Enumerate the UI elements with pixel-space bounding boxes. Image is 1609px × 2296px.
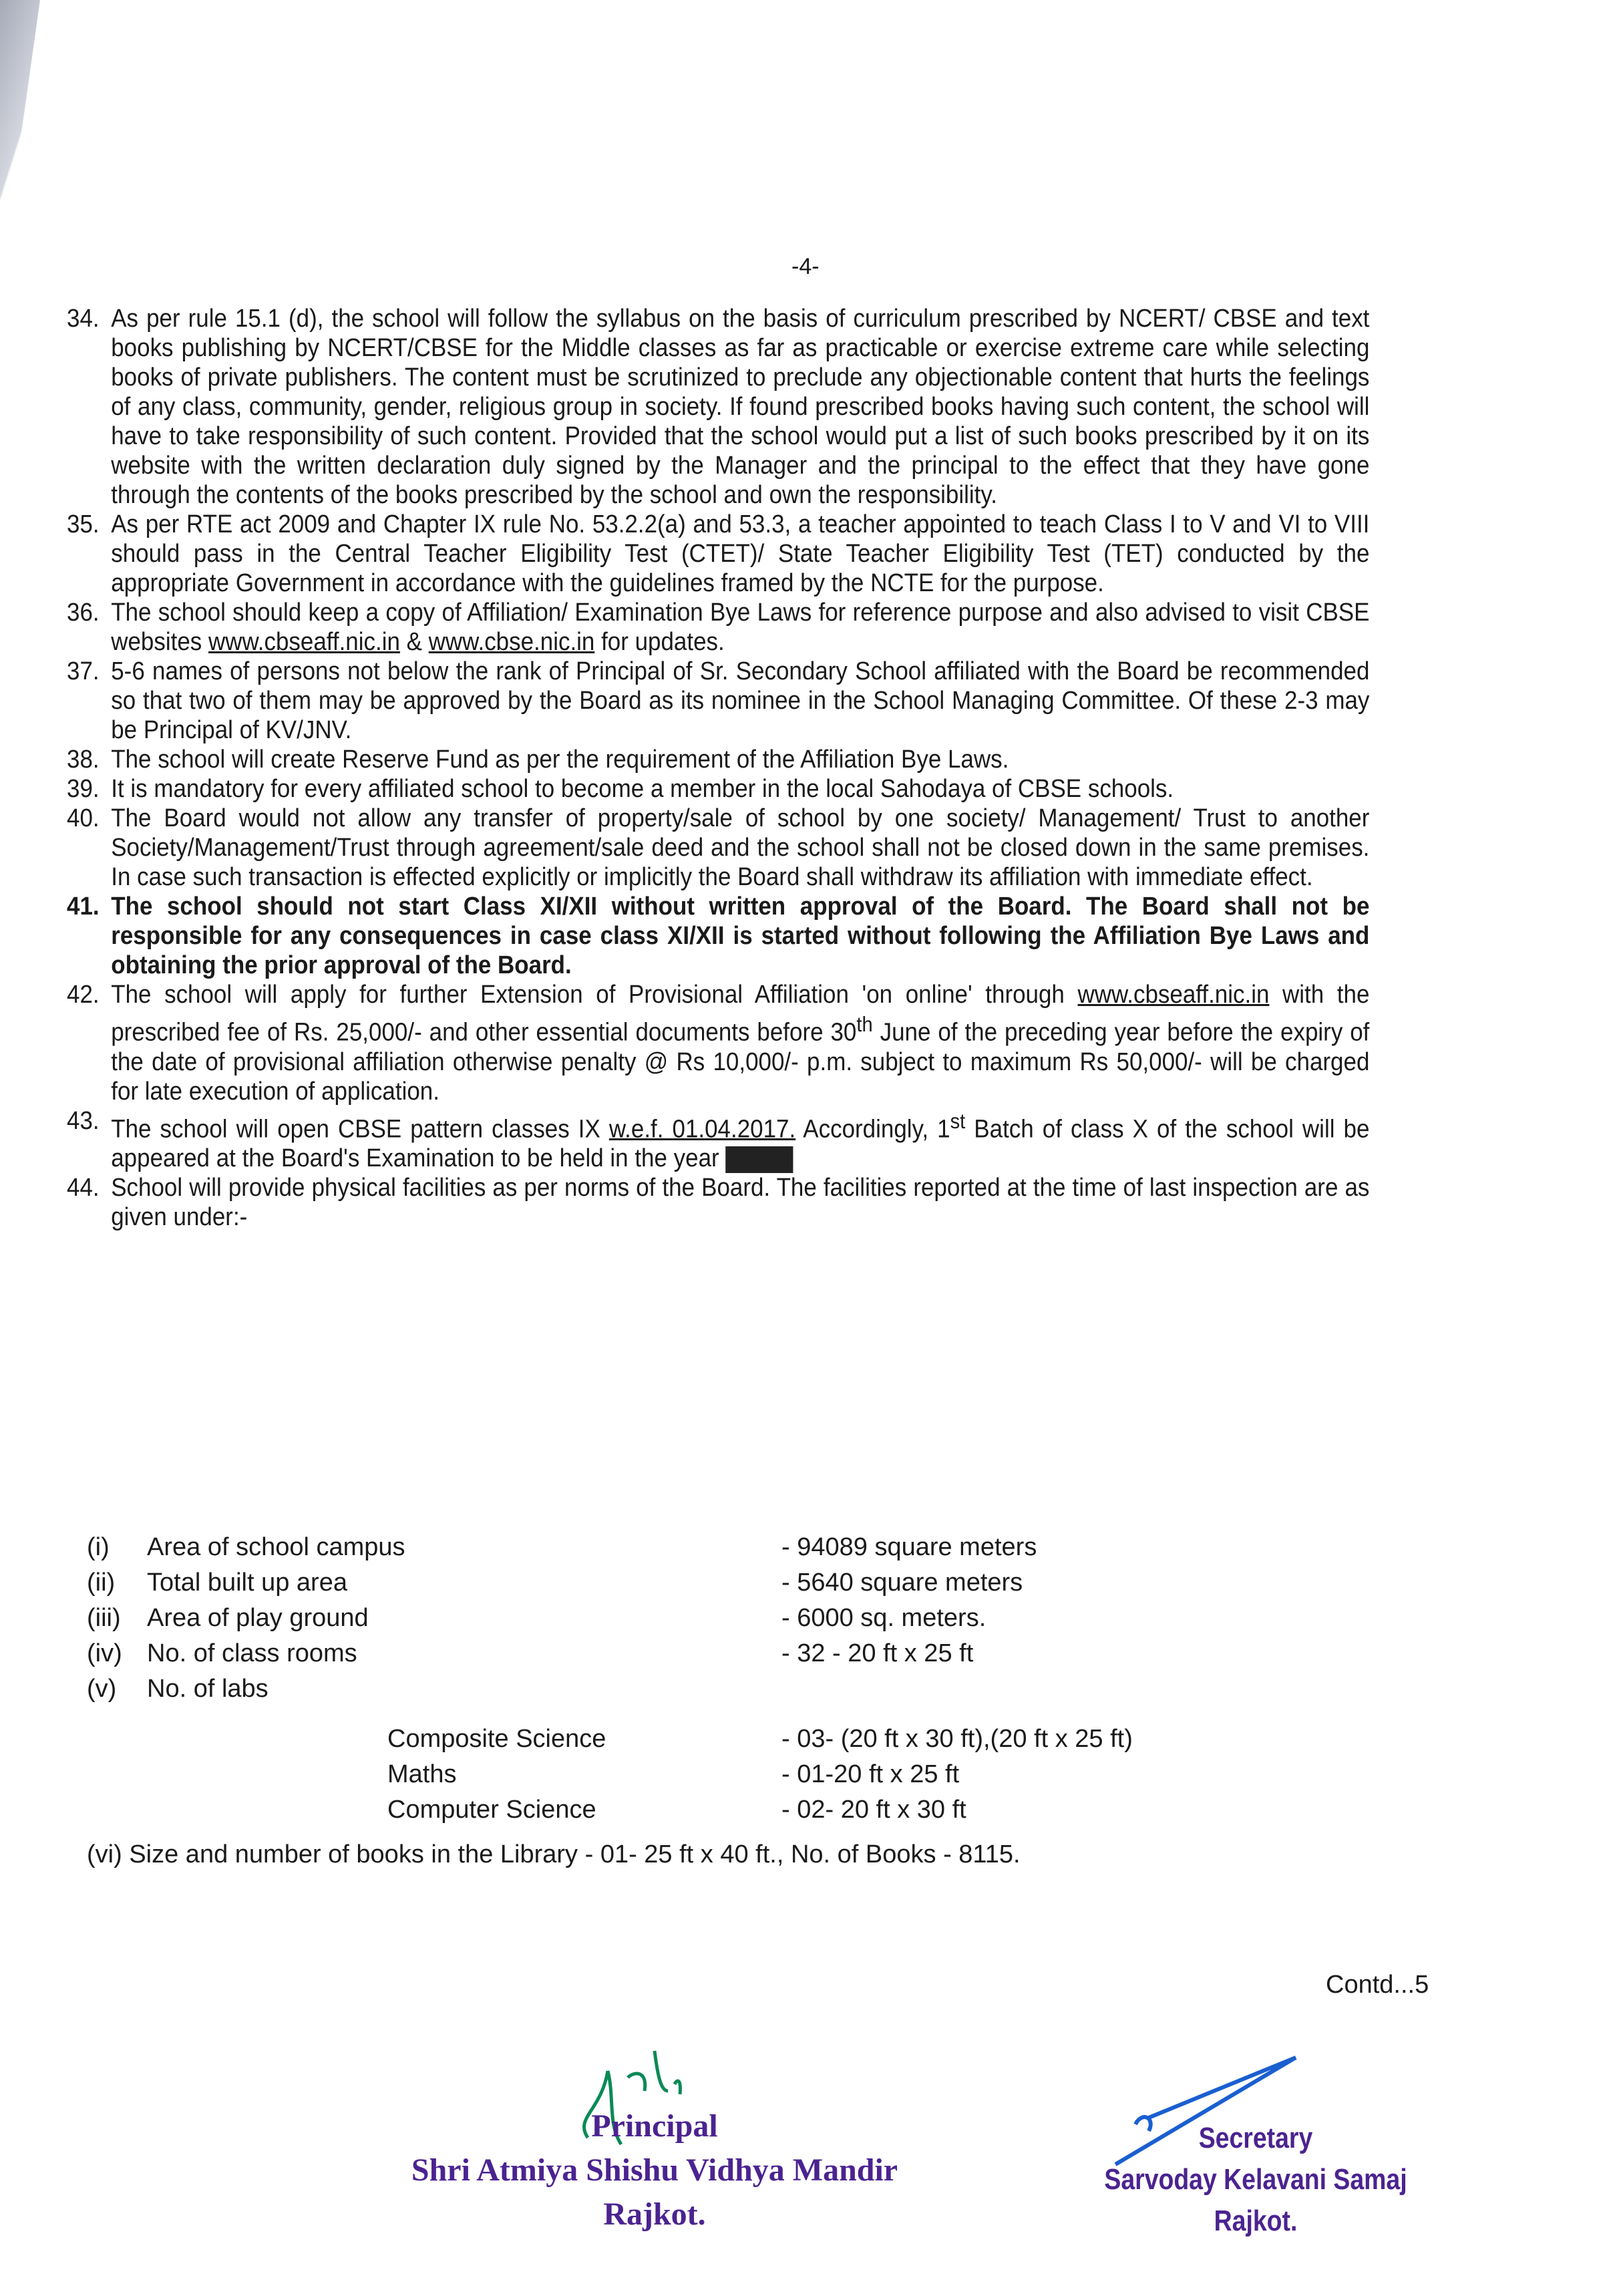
lab-row: Maths - 01-20 ft x 25 ft xyxy=(387,1760,960,1788)
scan-edge-shadow xyxy=(0,0,40,361)
continued-marker: Contd...5 xyxy=(1326,1971,1429,1999)
principal-stamp: Principal Shri Atmiya Shishu Vidhya Mandir Rajkot. xyxy=(411,2108,898,2232)
cbse-link[interactable]: www.cbse.nic.in xyxy=(428,628,595,656)
facility-row: (i) Area of school campus - 94089 square meters xyxy=(87,1533,1037,1561)
facility-row: (ii) Total built up area - 5640 square meters xyxy=(87,1569,1023,1597)
clause-41: 41. The school should not start Class XI/XII without written approval of the Board. The Board shall not be responsible for any consequences in case class XI/XII is started without following the Affiliation Bye Laws and obtaining the prior approval of the Board. xyxy=(67,892,1370,979)
page-number: -4- xyxy=(791,254,820,279)
clause-42: 42. The school will apply for further Extension of Provisional Affiliation 'on online' through www.cbseaff.nic.in with the prescribed fee of Rs. 25,000/- and other essential documents before 30th June of the preceding year before the expiry of the date of provisional affiliation otherwise penalty @ Rs 10,000/- p.m. subject to maximum Rs 50,000/- will be charged for late execution of application. xyxy=(67,981,1370,1106)
redacted-year xyxy=(725,1146,793,1173)
facility-row: (iii) Area of play ground - 6000 sq. meters. xyxy=(87,1604,987,1632)
clause-36: 36. The school should keep a copy of Affiliation/ Examination Bye Laws for reference purpose and also advised to visit CBSE websites www.cbseaff.nic.in & www.cbse.nic.in for updates. xyxy=(67,599,1370,656)
clause-44: 44. School will provide physical facilities as per norms of the Board. The facilities reported at the time of last inspection are as given under:- xyxy=(67,1174,1370,1232)
clause-38: 38. The school will create Reserve Fund as per the requirement of the Affiliation Bye Laws. xyxy=(67,746,1009,774)
clause-35: 35. As per RTE act 2009 and Chapter IX rule No. 53.2.2(a) and 53.3, a teacher appointed to teach Class I to V and VI to VIII should pass in the Central Teacher Eligibility Test (CTET)/ State Teacher Eligibility Test (TET) conducted by the appropriate Government in accordance with the guidelines framed by the NCTE for the purpose. xyxy=(67,510,1370,597)
clause-40: 40. The Board would not allow any transfer of property/sale of school by one society/ Management/ Trust to another Society/Management/Trust through agreement/sale deed and the school shall not be closed down in the same premises. In case such transaction is effected explicitly or implicitly the Board shall withdraw its affiliation with immediate effect. xyxy=(67,804,1370,891)
facilities-table xyxy=(87,1530,1289,1828)
clause-37: 37. 5-6 names of persons not below the rank of Principal of Sr. Secondary School affiliated with the Board be recommended so that two of them may be approved by the Board as its nominee in the School Managing Committee. Of these 2-3 may be Principal of KV/JNV. xyxy=(67,657,1370,744)
clause-34: 34. As per rule 15.1 (d), the school will follow the syllabus on the basis of curriculum prescribed by NCERT/ CBSE and text books publishing by NCERT/CBSE for the Middle classes as far as practicable or exercise extreme care while selecting books of private publishers. The content must be scrutinized to preclude any objectionable content that hurts the feelings of any class, community, gender, religious group in society. If found prescribed books having such content, the school will have to take responsibility of such content. Provided that the school would put a list of such books prescribed by it on its website with the written declaration duly signed by the Manager and the principal to the effect that they have gone through the contents of the books prescribed by the school and own the responsibility. xyxy=(67,305,1370,509)
secretary-stamp: Secretary Sarvoday Kelavani Samaj Rajkot. xyxy=(1104,2122,1407,2237)
lab-row: Composite Science - 03- (20 ft x 30 ft),(20 ft x 25 ft) xyxy=(387,1725,1133,1753)
clause-39: 39. It is mandatory for every affiliated school to become a member in the local Sahodaya of CBSE schools. xyxy=(67,775,1174,803)
lab-row: Computer Science - 02- 20 ft x 30 ft xyxy=(387,1796,966,1824)
cbseaff-link[interactable]: www.cbseaff.nic.in xyxy=(208,628,400,656)
library-line: (vi) Size and number of books in the Library - 01- 25 ft x 40 ft., No. of Books - 8115. xyxy=(87,1840,1021,1868)
clauses-list xyxy=(67,304,1369,1232)
facility-row: (v) No. of labs xyxy=(87,1675,269,1703)
cbseaff-link[interactable]: www.cbseaff.nic.in xyxy=(1077,981,1270,1009)
facility-row: (iv) No. of class rooms - 32 - 20 ft x 25 ft xyxy=(87,1639,974,1667)
clause-43: 43. The school will open CBSE pattern classes IX w.e.f. 01.04.2017. Accordingly, 1st Batch of class X of the school will be appeared at the Board's Examination to be held in the year xyxy=(67,1106,1370,1173)
